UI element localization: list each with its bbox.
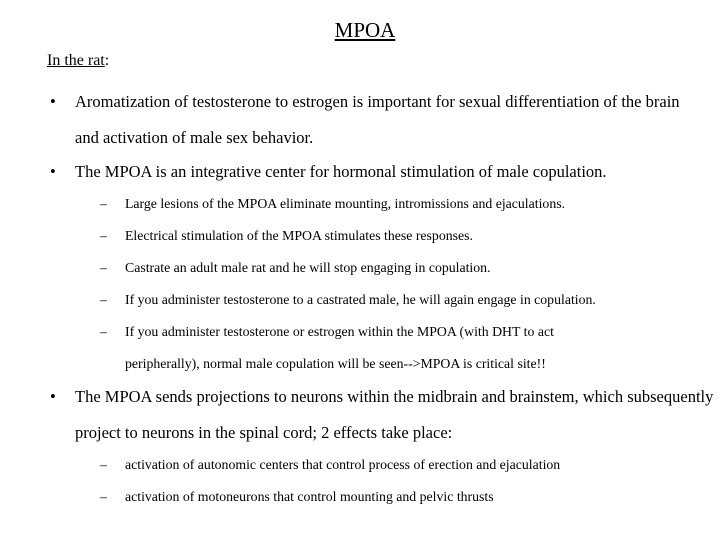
bullet-icon: • <box>50 92 56 111</box>
sub-item <box>100 284 705 316</box>
bullet-text: The MPOA is an integrative center for hormonal stimulation of male copulation. <box>75 162 607 181</box>
sub-item-text: If you administer testosterone to a castrated male, he will again engage in copulation. <box>125 292 596 307</box>
bullet-text: Aromatization of testosterone to estrogen is important for sexual differentiation of the brain and activation of male sex behavior. <box>75 92 680 147</box>
bullet-item <box>50 84 685 156</box>
sub-item-text: Castrate an adult male rat and he will stop engaging in copulation. <box>125 260 491 275</box>
intro-label: In the rat <box>47 52 105 69</box>
sub-item-text: activation of motoneurons that control mounting and pelvic thrusts <box>125 489 494 504</box>
intro-suffix: : <box>104 52 110 69</box>
sub-item <box>100 449 705 481</box>
sub-item <box>100 316 625 380</box>
dash-icon: – <box>100 260 107 275</box>
bullet-item <box>50 379 715 451</box>
sub-item <box>100 481 705 513</box>
sub-item-text: activation of autonomic centers that control process of erection and ejaculation <box>125 457 561 472</box>
sub-item-text: Electrical stimulation of the MPOA stimulates these responses. <box>125 228 473 243</box>
dash-icon: – <box>100 489 107 504</box>
sub-item-text: If you administer testosterone or estrogen within the MPOA (with DHT to act peripherally), normal male copulation will be seen-->MPOA is critical site!! <box>125 324 554 371</box>
sub-item-text: Large lesions of the MPOA eliminate mounting, intromissions and ejaculations. <box>125 196 566 211</box>
sub-item <box>100 252 685 284</box>
slide-title: MPOA <box>334 18 396 42</box>
dash-icon: – <box>100 457 107 472</box>
dash-icon: – <box>100 228 107 243</box>
intro-heading <box>47 52 109 70</box>
bullet-icon: • <box>50 387 56 406</box>
bullet-item <box>50 154 705 190</box>
bullet-text: The MPOA sends projections to neurons within the midbrain and brainstem, which subsequently project to neurons in the spinal cord; 2 effects take place: <box>75 387 714 442</box>
dash-icon: – <box>100 196 107 211</box>
bullet-icon: • <box>50 162 56 181</box>
sub-item <box>100 188 685 220</box>
sub-item <box>100 220 685 252</box>
dash-icon: – <box>100 292 107 307</box>
dash-icon: – <box>100 324 107 339</box>
